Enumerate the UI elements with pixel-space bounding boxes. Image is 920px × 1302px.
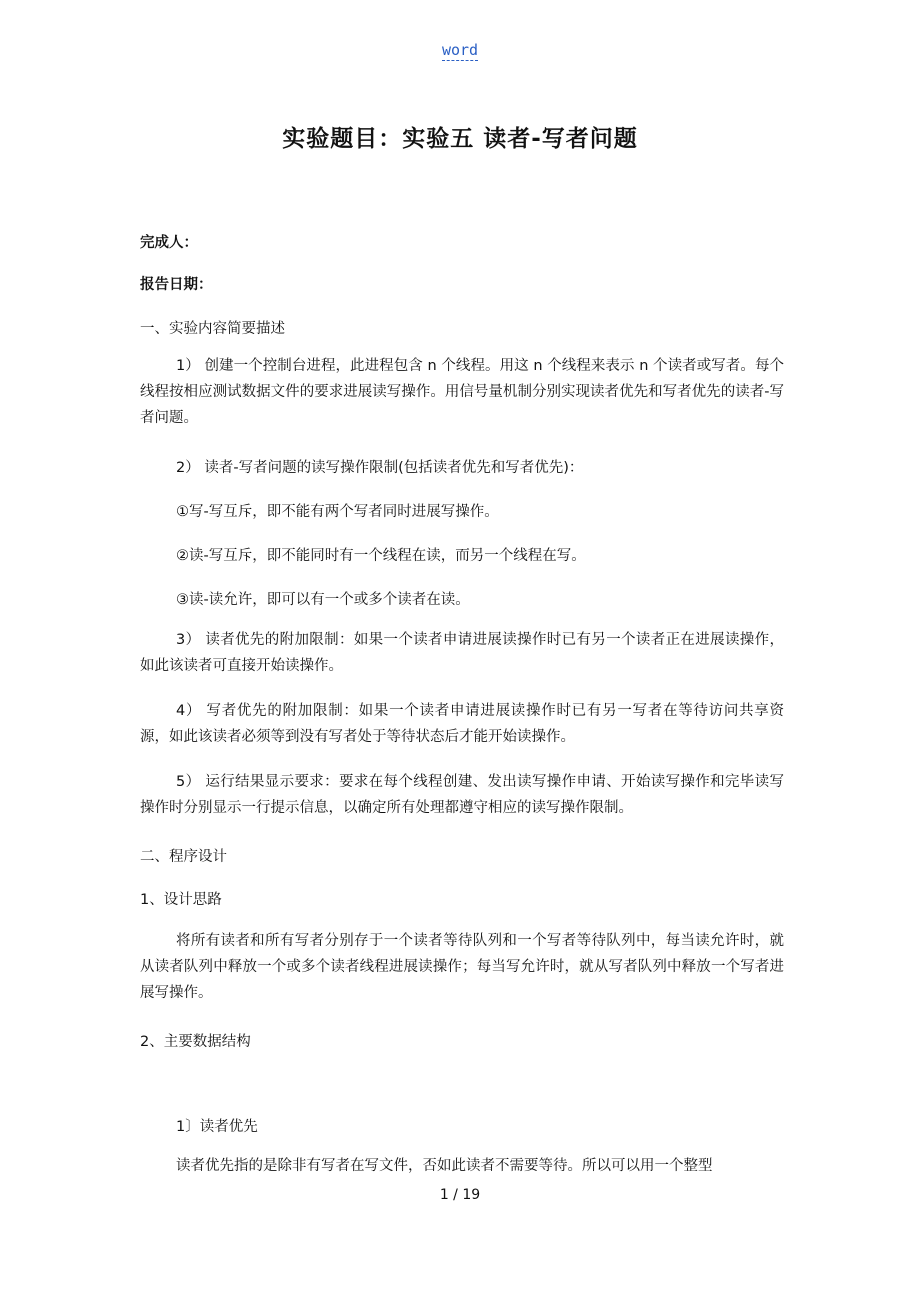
author-label: 完成人： bbox=[140, 235, 198, 251]
reader-priority-text: 读者优先指的是除非有写者在写文件，否如此读者不需要等待。所以可以用一个整型 bbox=[176, 1158, 713, 1174]
rule-read-read: ③读-读允许，即可以有一个或多个读者在读。 bbox=[176, 592, 470, 608]
design-idea-text: 将所有读者和所有写者分别存于一个读者等待队列和一个写者等待队列中，每当读允许时，就从读者队列中释放一个或多个读者线程进展读操作；每当写允许时，就从写者队列中释放一个写者进展写操作。 bbox=[140, 933, 784, 1001]
page-header bbox=[0, 40, 920, 59]
document-title: 实验题目：实验五 读者-写者问题 bbox=[282, 126, 638, 152]
section1-paragraph-2: 2） 读者-写者问题的读写操作限制(包括读者优先和写者优先)： bbox=[176, 460, 584, 476]
section1-paragraph-3: 3） 读者优先的附加限制：如果一个读者申请进展读操作时已有另一个读者正在进展读操作，如此该读者可直接开始读操作。 bbox=[140, 632, 784, 674]
rule-write-write: ①写-写互斥，即不能有两个写者同时进展写操作。 bbox=[176, 504, 499, 520]
reader-priority-heading: 1〕读者优先 bbox=[176, 1119, 258, 1135]
page-number: 1 / 19 bbox=[439, 1187, 481, 1203]
data-structure-heading: 2、主要数据结构 bbox=[140, 1034, 251, 1050]
section2-heading: 二、程序设计 bbox=[140, 849, 227, 865]
design-idea-heading: 1、设计思路 bbox=[140, 892, 222, 908]
section1-paragraph-4: 4） 写者优先的附加限制：如果一个读者申请进展读操作时已有另一写者在等待访问共享资源，如此该读者必须等到没有写者处于等待状态后才能开始读操作。 bbox=[140, 703, 784, 745]
section1-heading: 一、实验内容简要描述 bbox=[140, 321, 285, 337]
section1-paragraph-1: 1） 创建一个控制台进程，此进程包含 n 个线程。用这 n 个线程来表示 n 个读者或写者。每个线程按相应测试数据文件的要求进展读写操作。用信号量机制分别实现读者优先和写者优先的读者-写者问题。 bbox=[140, 358, 784, 426]
word-link[interactable]: word bbox=[441, 41, 479, 59]
section1-paragraph-5: 5） 运行结果显示要求：要求在每个线程创建、发出读写操作申请、开始读写操作和完毕读写操作时分别显示一行提示信息，以确定所有处理都遵守相应的读写操作限制。 bbox=[140, 774, 784, 816]
date-label: 报告日期： bbox=[140, 277, 213, 293]
rule-read-write: ②读-写互斥，即不能同时有一个线程在读，而另一个线程在写。 bbox=[176, 548, 586, 564]
